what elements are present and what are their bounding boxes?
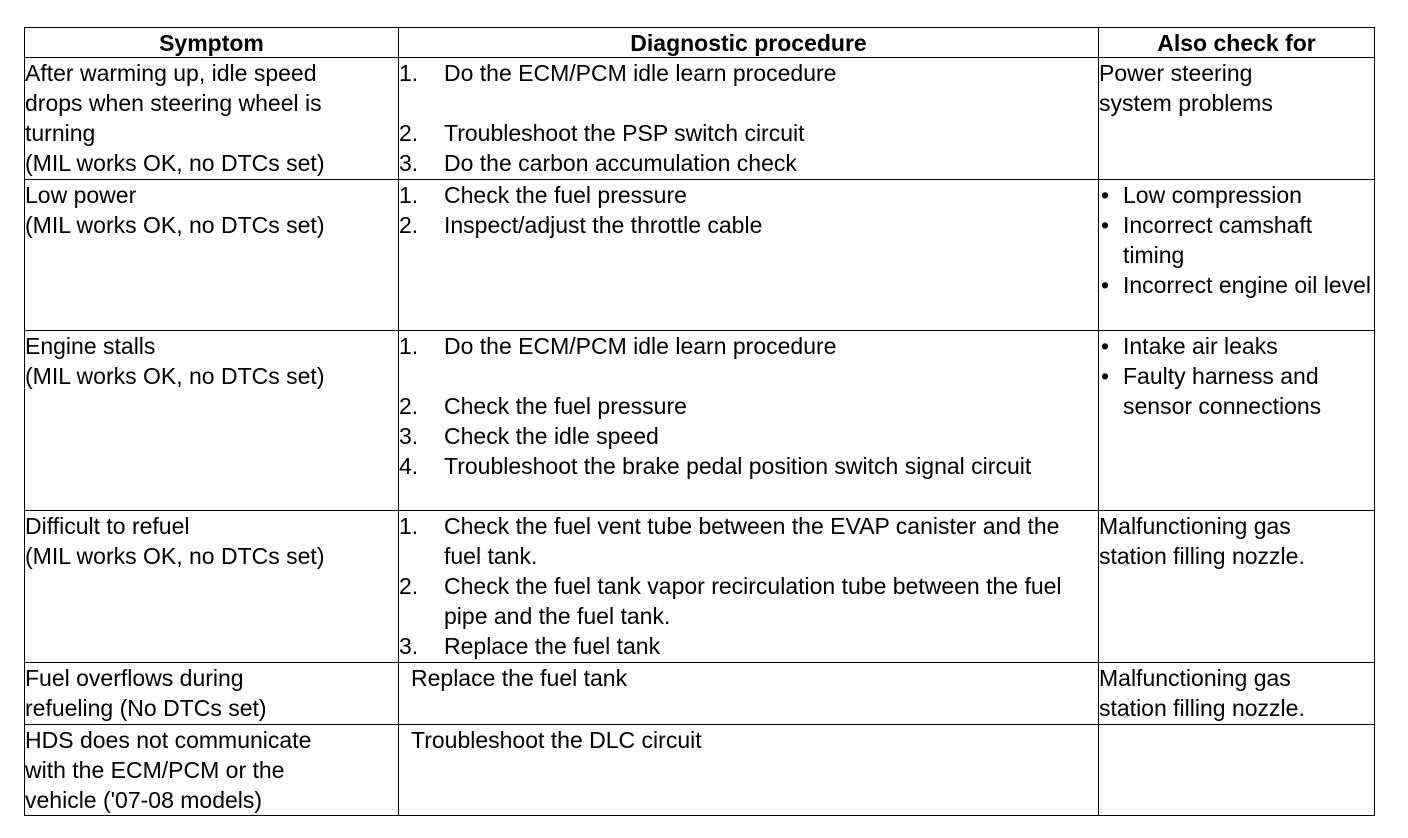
bullet-icon: • bbox=[1101, 363, 1110, 389]
symptom-line: drops when steering wheel is bbox=[25, 90, 322, 116]
symptom-line: turning bbox=[25, 120, 96, 146]
procedure-step bbox=[399, 421, 1098, 451]
troubleshooting-table bbox=[24, 27, 1375, 816]
symptom-line: HDS does not communicate bbox=[25, 727, 312, 753]
procedure-step bbox=[399, 331, 1098, 361]
step-text: Check the idle speed bbox=[444, 423, 659, 449]
step-number: 3. bbox=[399, 633, 419, 659]
bullet-icon: • bbox=[1101, 333, 1110, 359]
header-symptom: Symptom bbox=[25, 28, 399, 58]
step-number: 3. bbox=[399, 150, 419, 176]
step-text: Inspect/adjust the throttle cable bbox=[444, 212, 763, 238]
step-number: 1. bbox=[399, 333, 419, 359]
step-text: Troubleshoot the PSP switch circuit bbox=[444, 120, 805, 146]
procedure-cell bbox=[399, 663, 1099, 725]
bullet-icon: • bbox=[1101, 182, 1110, 208]
bullet-text: Incorrect engine oil level bbox=[1123, 272, 1372, 298]
bullet-item bbox=[1099, 270, 1374, 300]
symptom-cell bbox=[25, 180, 399, 331]
header-also-check-for: Also check for bbox=[1099, 28, 1375, 58]
spacer bbox=[399, 361, 1098, 391]
symptom-line: After warming up, idle speed bbox=[25, 60, 317, 86]
symptom-cell bbox=[25, 58, 399, 180]
step-text: Replace the fuel tank bbox=[444, 633, 661, 659]
header-row bbox=[25, 28, 1375, 58]
procedure-step bbox=[399, 451, 1098, 481]
also-check-line: Power steering bbox=[1099, 60, 1253, 86]
table-row bbox=[25, 180, 1375, 331]
symptom-line: with the ECM/PCM or the bbox=[25, 757, 285, 783]
symptom-line: (MIL works OK, no DTCs set) bbox=[25, 150, 325, 176]
symptom-line: vehicle ('07-08 models) bbox=[25, 787, 263, 813]
step-text: Check the fuel pressure bbox=[444, 393, 687, 419]
procedure-step bbox=[399, 631, 1098, 661]
symptom-line: Engine stalls bbox=[25, 333, 156, 359]
table-row bbox=[25, 331, 1375, 511]
table-row bbox=[25, 725, 1375, 816]
also-check-line: system problems bbox=[1099, 90, 1273, 116]
bullet-item bbox=[1099, 361, 1374, 421]
step-text: Do the ECM/PCM idle learn procedure bbox=[444, 333, 837, 359]
step-number: 1. bbox=[399, 60, 419, 86]
troubleshooting-table-container bbox=[24, 27, 1374, 813]
also-check-line: station filling nozzle. bbox=[1099, 695, 1305, 721]
symptom-line: Low power bbox=[25, 182, 137, 208]
symptom-line: (MIL works OK, no DTCs set) bbox=[25, 363, 325, 389]
also-check-cell bbox=[1099, 58, 1375, 180]
step-text: Do the carbon accumulation check bbox=[444, 150, 797, 176]
also-check-cell bbox=[1099, 331, 1375, 511]
procedure-cell bbox=[399, 180, 1099, 331]
bullet-icon: • bbox=[1101, 272, 1110, 298]
procedure-step bbox=[399, 58, 1098, 88]
header-diagnostic-procedure: Diagnostic procedure bbox=[399, 28, 1099, 58]
procedure-text: Troubleshoot the DLC circuit bbox=[411, 727, 702, 753]
procedure-step bbox=[399, 210, 1098, 240]
bullet-text: Faulty harness and sensor connections bbox=[1123, 363, 1322, 419]
bullet-item bbox=[1099, 180, 1374, 210]
procedure-step bbox=[399, 511, 1098, 571]
table-row bbox=[25, 663, 1375, 725]
symptom-cell bbox=[25, 725, 399, 816]
also-check-cell bbox=[1099, 725, 1375, 816]
procedure-cell bbox=[399, 58, 1099, 180]
procedure-step bbox=[399, 571, 1098, 631]
bullet-text: Low compression bbox=[1123, 182, 1302, 208]
step-number: 3. bbox=[399, 423, 419, 449]
bullet-text: Intake air leaks bbox=[1123, 333, 1278, 359]
symptom-line: Fuel overflows during bbox=[25, 665, 244, 691]
procedure-cell bbox=[399, 511, 1099, 663]
also-check-cell bbox=[1099, 663, 1375, 725]
symptom-line: refueling (No DTCs set) bbox=[25, 695, 267, 721]
procedure-step bbox=[399, 118, 1098, 148]
symptom-cell bbox=[25, 511, 399, 663]
also-check-line: Malfunctioning gas bbox=[1099, 513, 1291, 539]
procedure-cell bbox=[399, 725, 1099, 816]
also-check-cell bbox=[1099, 180, 1375, 331]
procedure-cell bbox=[399, 331, 1099, 511]
step-number: 2. bbox=[399, 120, 419, 146]
step-text: Check the fuel pressure bbox=[444, 182, 687, 208]
bullet-item bbox=[1099, 210, 1374, 270]
bullet-text: Incorrect camshaft timing bbox=[1123, 212, 1313, 268]
step-text: Do the ECM/PCM idle learn procedure bbox=[444, 60, 837, 86]
spacer bbox=[399, 88, 1098, 118]
step-number: 2. bbox=[399, 573, 419, 599]
procedure-step bbox=[399, 148, 1098, 178]
step-number: 4. bbox=[399, 453, 419, 479]
procedure-step bbox=[399, 391, 1098, 421]
procedure-step bbox=[399, 180, 1098, 210]
symptom-cell bbox=[25, 663, 399, 725]
bullet-icon: • bbox=[1101, 212, 1110, 238]
step-number: 1. bbox=[399, 182, 419, 208]
step-number: 2. bbox=[399, 393, 419, 419]
step-text: Troubleshoot the brake pedal position switch signal circuit bbox=[444, 453, 1032, 479]
step-text: Check the fuel vent tube between the EVAP canister and the fuel tank. bbox=[444, 513, 1060, 569]
symptom-line: (MIL works OK, no DTCs set) bbox=[25, 212, 325, 238]
procedure-text: Replace the fuel tank bbox=[411, 665, 628, 691]
bullet-item bbox=[1099, 331, 1374, 361]
step-number: 2. bbox=[399, 212, 419, 238]
symptom-line: (MIL works OK, no DTCs set) bbox=[25, 543, 325, 569]
also-check-line: station filling nozzle. bbox=[1099, 543, 1305, 569]
symptom-line: Difficult to refuel bbox=[25, 513, 190, 539]
table-row bbox=[25, 511, 1375, 663]
symptom-cell bbox=[25, 331, 399, 511]
table-row bbox=[25, 58, 1375, 180]
step-text: Check the fuel tank vapor recirculation tube between the fuel pipe and the fuel tank. bbox=[444, 573, 1062, 629]
also-check-cell bbox=[1099, 511, 1375, 663]
also-check-line: Malfunctioning gas bbox=[1099, 665, 1291, 691]
step-number: 1. bbox=[399, 513, 419, 539]
